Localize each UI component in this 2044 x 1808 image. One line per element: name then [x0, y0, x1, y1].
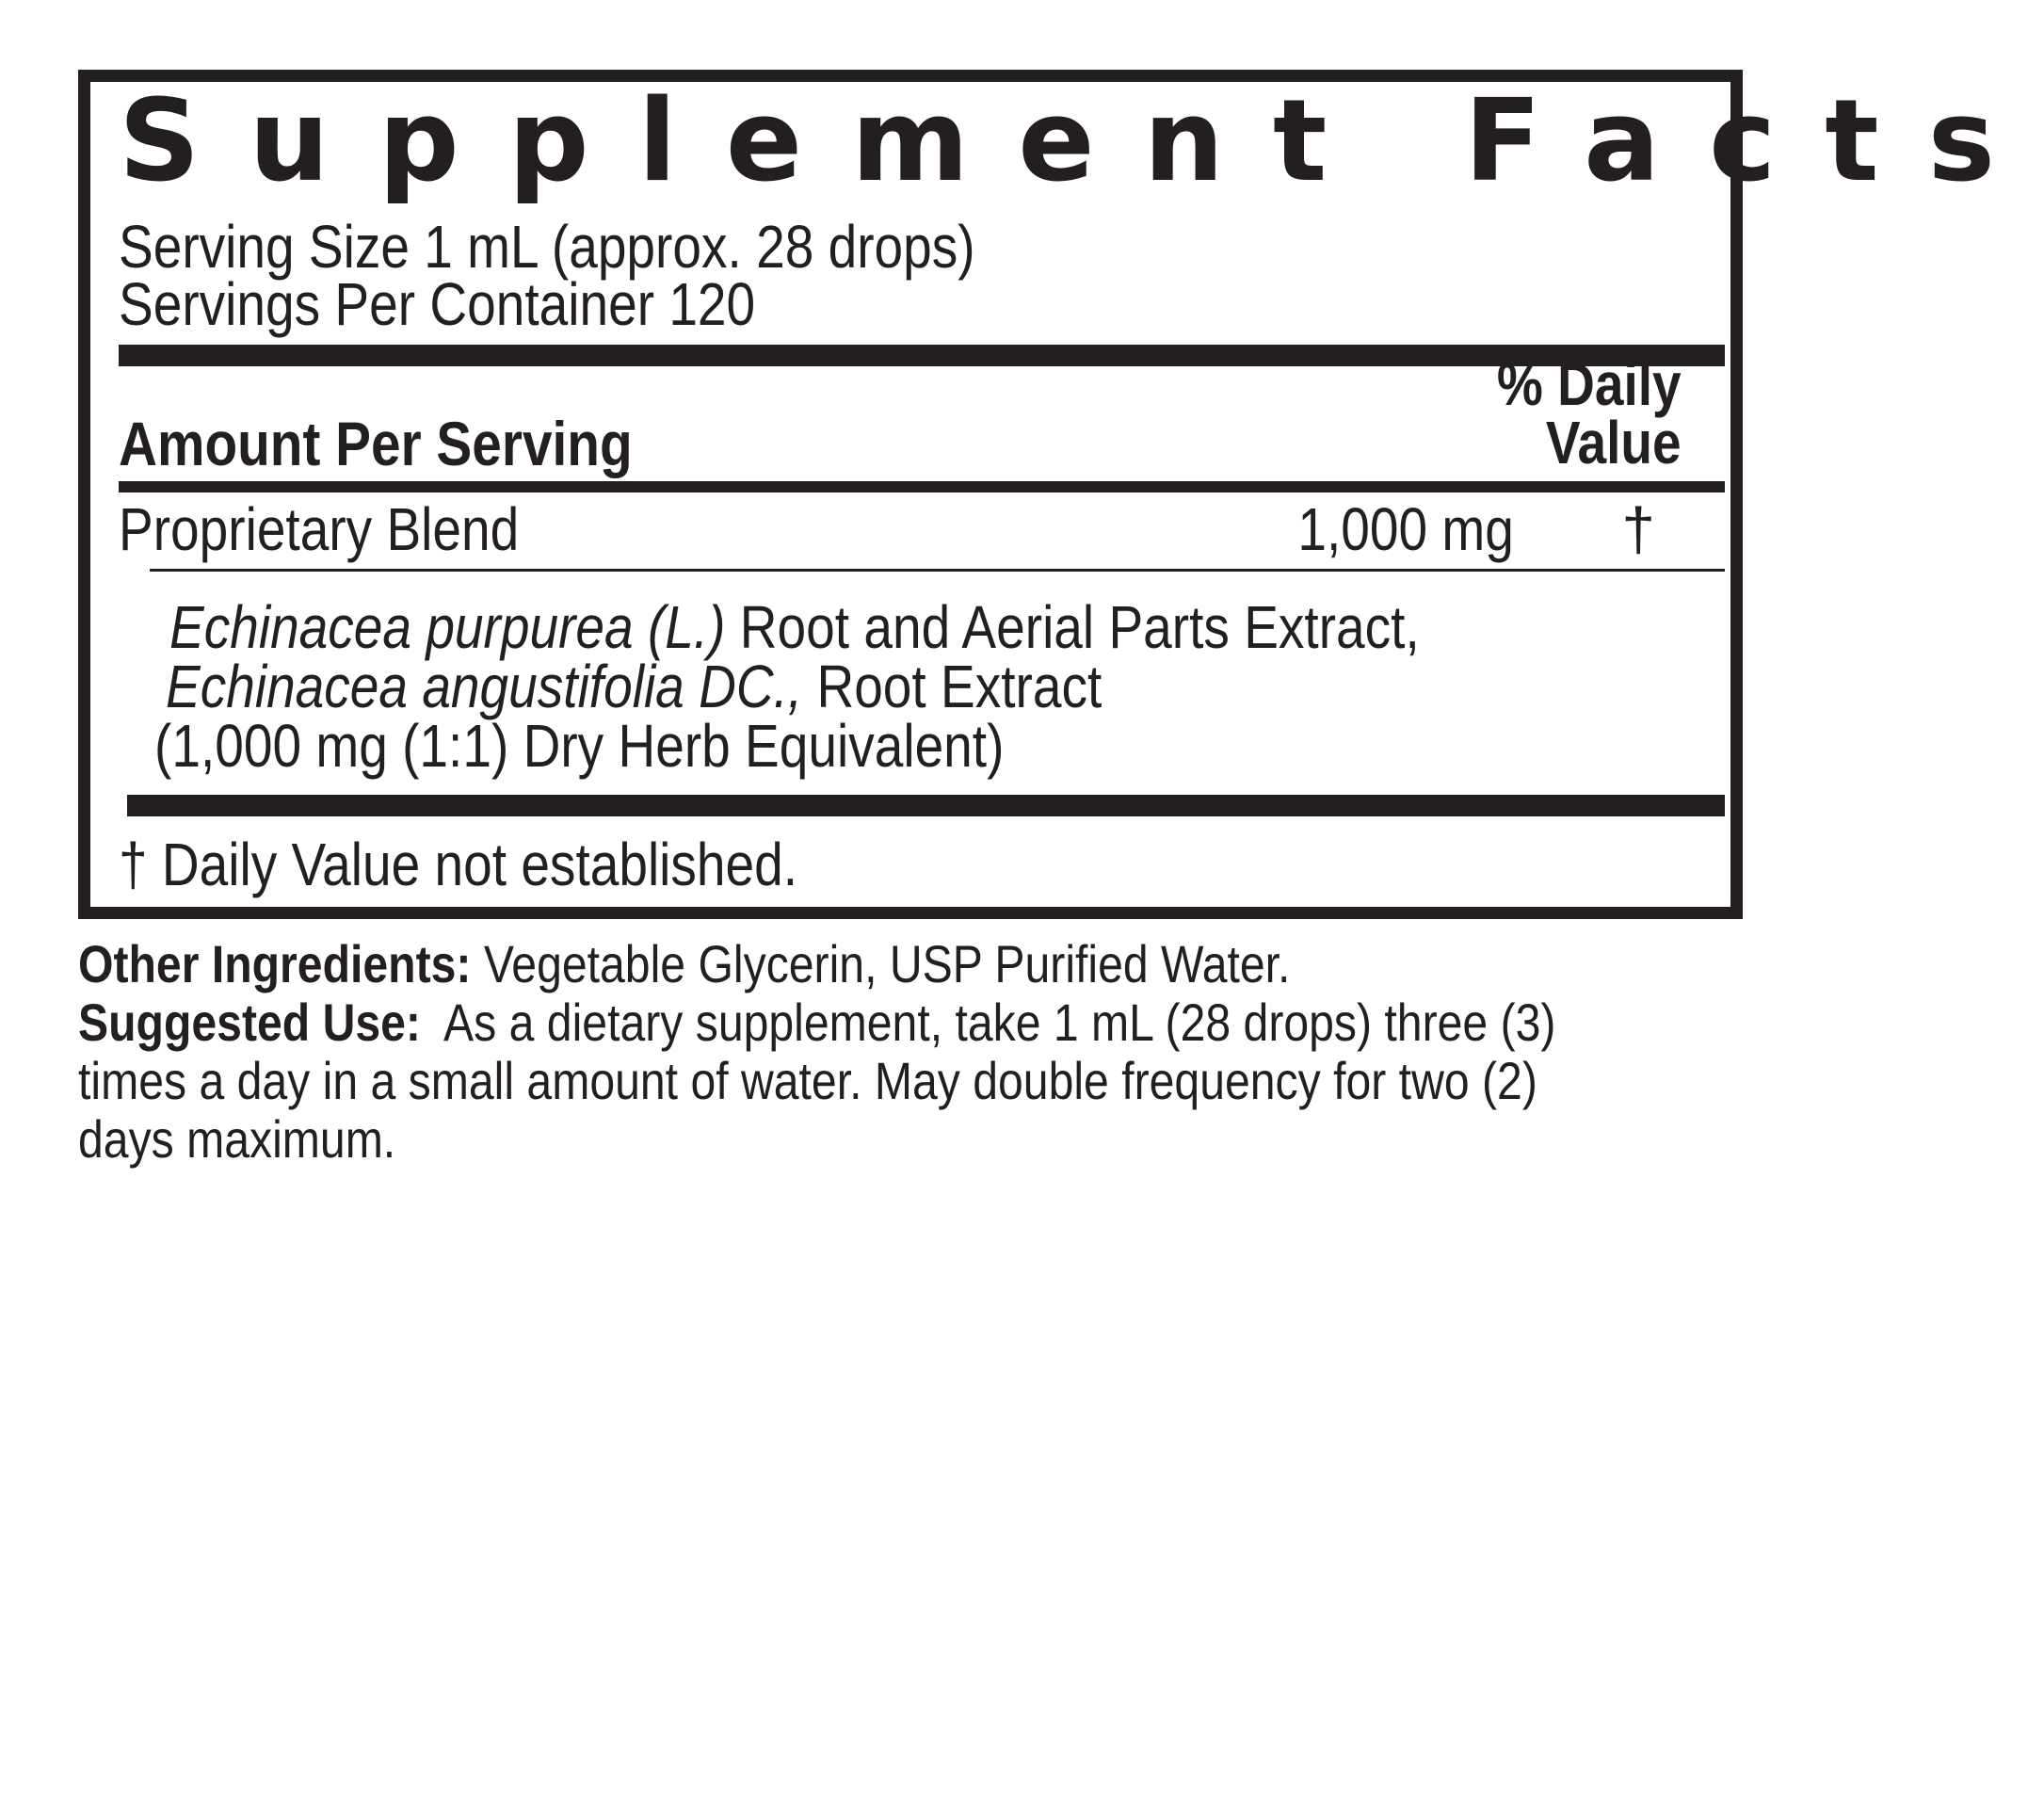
ingredient-species-2: Echinacea angustifolia DC.,	[166, 653, 803, 720]
ingredient-desc-2: Root Extract	[802, 653, 1102, 720]
blend-name	[119, 495, 584, 563]
thin-divider	[150, 569, 1725, 572]
suggested-use-text: As a dietary supplement, take 1 mL (28 drops) three (3) times a day in a small amount of water. May double frequency for two (2) days maximum.	[78, 993, 1569, 1169]
blend-name-text: Proprietary Blend	[119, 495, 520, 563]
ingredient-line-1	[169, 593, 1623, 661]
serving-size	[119, 213, 1115, 281]
label-text-below	[78, 935, 1617, 1169]
amount-per-serving-header	[119, 409, 716, 478]
footnote-text: † Daily Value not established.	[119, 831, 798, 898]
medium-divider	[119, 481, 1725, 492]
servings-per-container	[119, 270, 859, 338]
servings-per-container-text: Servings Per Container 120	[119, 270, 756, 338]
daily-value-header	[1467, 350, 1682, 476]
blend-daily-value: †	[1621, 495, 1655, 563]
blend-amount-text: 1,000 mg	[1297, 495, 1514, 563]
ingredient-species-1: Echinacea purpurea (L.)	[169, 593, 726, 661]
ingredient-equivalent: (1,000 mg (1:1) Dry Herb Equivalent)	[154, 712, 1005, 780]
amount-per-serving-text: Amount Per Serving	[119, 409, 633, 478]
suggested-use-label: Suggested Use:	[78, 993, 421, 1052]
other-ingredients-label: Other Ingredients:	[78, 934, 472, 993]
footnote	[119, 831, 908, 898]
ingredient-line-3	[154, 712, 1142, 780]
thick-divider-bottom	[127, 795, 1725, 816]
serving-size-text: Serving Size 1 mL (approx. 28 drops)	[119, 213, 975, 281]
panel-title: Supplement Facts	[119, 76, 2044, 207]
ingredient-line-2	[166, 653, 1254, 720]
supplement-facts-panel	[78, 70, 2044, 919]
ingredient-desc-1: Root and Aerial Parts Extract,	[725, 593, 1420, 661]
suggested-use	[78, 993, 1617, 1169]
daily-value-header-line2: Value	[1546, 409, 1682, 476]
other-ingredients-text: Vegetable Glycerin, USP Purified Water.	[471, 934, 1291, 993]
daily-value-header-line1: % Daily	[1497, 350, 1682, 418]
other-ingredients	[78, 935, 1617, 993]
blend-amount	[1263, 495, 1514, 563]
